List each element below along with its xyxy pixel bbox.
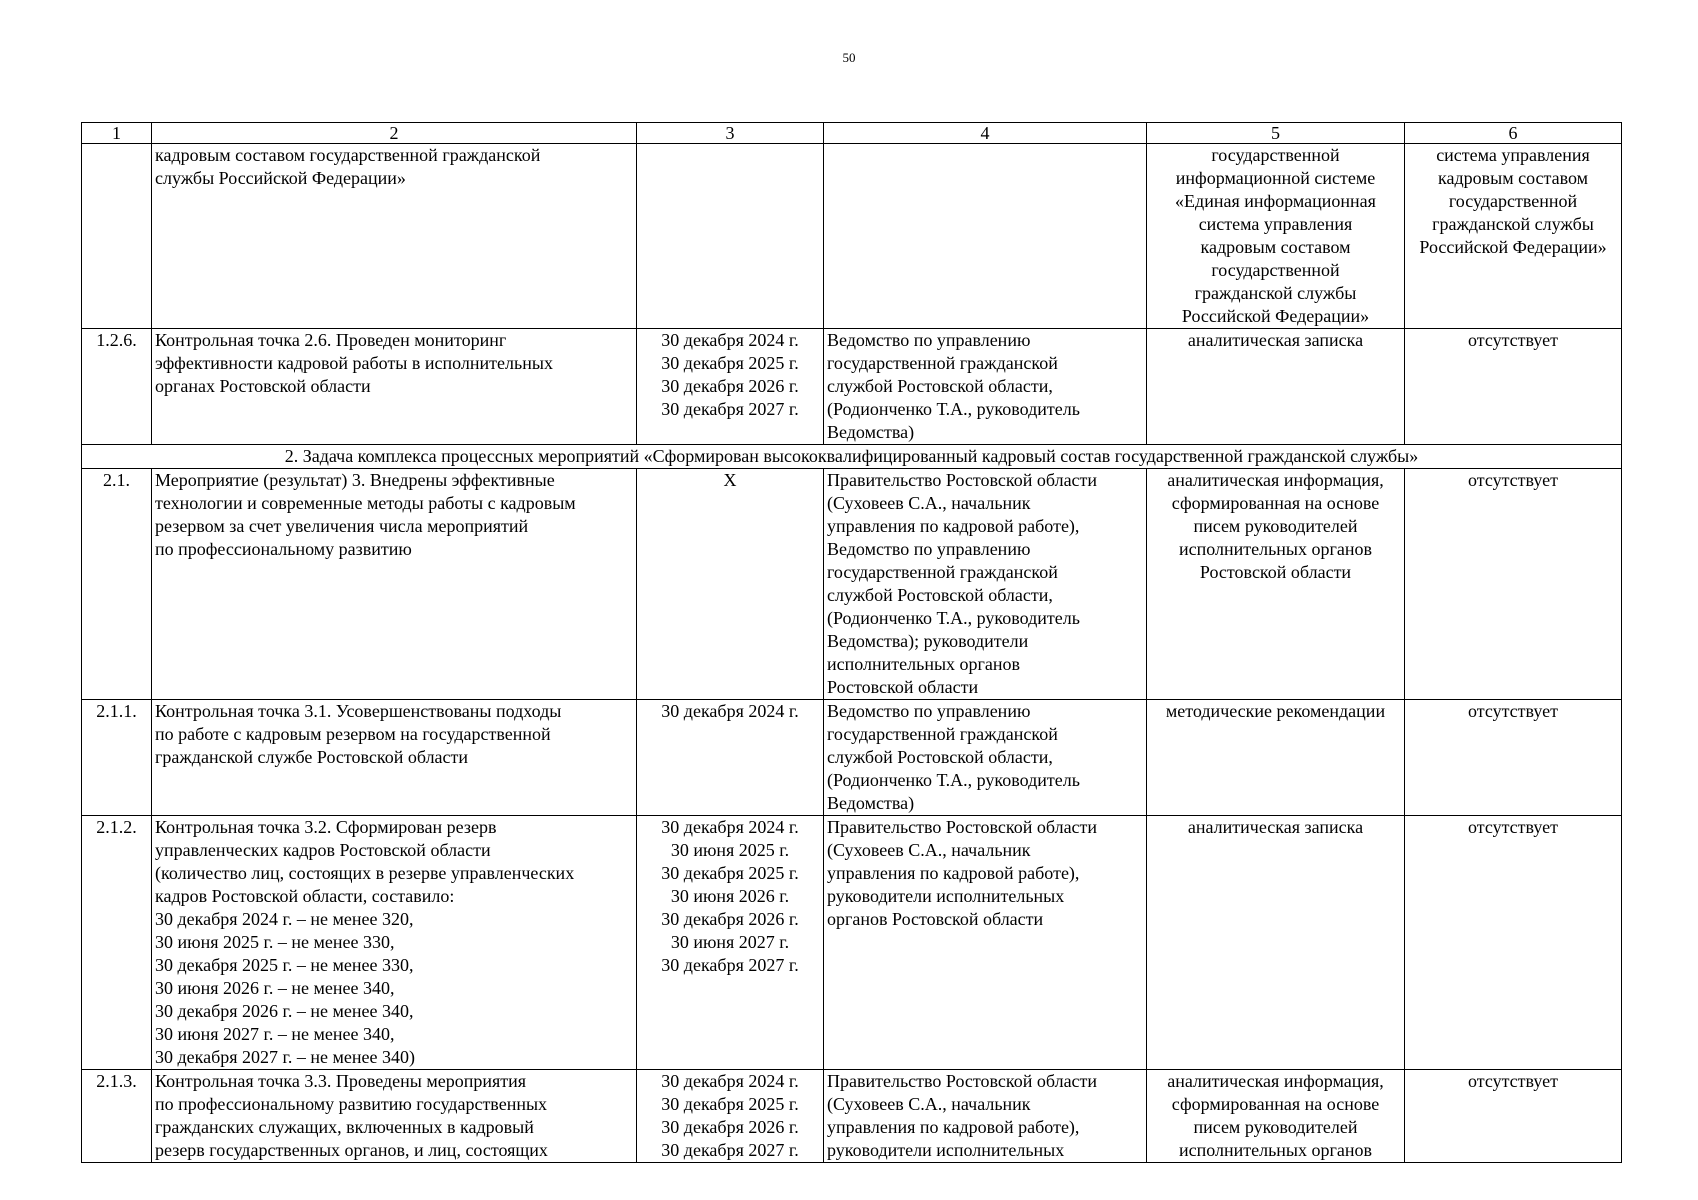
row-document: государственной информационной системе «Единая информационная система управления кадровым составом государственной гражданской службы Российской Федерации» bbox=[1147, 144, 1405, 329]
table-row bbox=[82, 816, 1622, 1070]
row-description: кадровым составом государственной гражданской службы Российской Федерации» bbox=[152, 144, 637, 329]
header-col-1: 1 bbox=[82, 123, 152, 144]
row-responsible: Правительство Ростовской области (Суховеев С.А., начальник управления по кадровой работе), Ведомство по управлению государственной гражданской службой Ростовской области, (Родионченко Т.А., руководитель Ведомства); руководители исполнительных органов Ростовской области bbox=[824, 469, 1147, 700]
header-col-5: 5 bbox=[1147, 123, 1405, 144]
row-system: система управления кадровым составом государственной гражданской службы Российской Федерации» bbox=[1405, 144, 1622, 329]
row-document: аналитическая информация, сформированная на основе писем руководителей исполнительных органов Ростовской области bbox=[1147, 469, 1405, 700]
row-system: отсутствует bbox=[1405, 816, 1622, 1070]
row-description: Контрольная точка 3.3. Проведены мероприятия по профессиональному развитию государственных гражданских служащих, включенных в кадровый резерв государственных органов, и лиц, состоящих bbox=[152, 1070, 637, 1163]
table-row bbox=[82, 329, 1622, 445]
row-system: отсутствует bbox=[1405, 329, 1622, 445]
row-number bbox=[82, 144, 152, 329]
row-description: Мероприятие (результат) 3. Внедрены эффективные технологии и современные методы работы с кадровым резервом за счет увеличения числа мероприятий по профессиональному развитию bbox=[152, 469, 637, 700]
row-responsible: Ведомство по управлению государственной гражданской службой Ростовской области, (Родионченко Т.А., руководитель Ведомства) bbox=[824, 329, 1147, 445]
row-description: Контрольная точка 2.6. Проведен мониторинг эффективности кадровой работы в исполнительных органах Ростовской области bbox=[152, 329, 637, 445]
table-row bbox=[82, 700, 1622, 816]
row-deadline: 30 декабря 2024 г. 30 июня 2025 г. 30 декабря 2025 г. 30 июня 2026 г. 30 декабря 2026 г. 30 июня 2027 г. 30 декабря 2027 г. bbox=[637, 816, 824, 1070]
row-responsible bbox=[824, 144, 1147, 329]
row-system: отсутствует bbox=[1405, 700, 1622, 816]
section-row bbox=[82, 445, 1622, 469]
row-deadline: 30 декабря 2024 г. 30 декабря 2025 г. 30 декабря 2026 г. 30 декабря 2027 г. bbox=[637, 329, 824, 445]
row-number: 2.1. bbox=[82, 469, 152, 700]
row-document: аналитическая информация, сформированная на основе писем руководителей исполнительных органов bbox=[1147, 1070, 1405, 1163]
row-deadline: 30 декабря 2024 г. bbox=[637, 700, 824, 816]
row-system: отсутствует bbox=[1405, 1070, 1622, 1163]
table-row bbox=[82, 1070, 1622, 1163]
section-title: 2. Задача комплекса процессных мероприятий «Сформирован высококвалифицированный кадровый состав государственной гражданской службы» bbox=[82, 445, 1622, 469]
row-responsible: Правительство Ростовской области (Суховеев С.А., начальник управления по кадровой работе), руководители исполнительных bbox=[824, 1070, 1147, 1163]
row-number: 2.1.1. bbox=[82, 700, 152, 816]
page-number: 50 bbox=[842, 50, 856, 65]
row-document: аналитическая записка bbox=[1147, 329, 1405, 445]
header-col-4: 4 bbox=[824, 123, 1147, 144]
row-responsible: Правительство Ростовской области (Суховеев С.А., начальник управления по кадровой работе), руководители исполнительных органов Ростовской области bbox=[824, 816, 1147, 1070]
table-row bbox=[82, 144, 1622, 329]
row-number: 2.1.2. bbox=[82, 816, 152, 1070]
row-system: отсутствует bbox=[1405, 469, 1622, 700]
row-document: методические рекомендации bbox=[1147, 700, 1405, 816]
row-description: Контрольная точка 3.2. Сформирован резерв управленческих кадров Ростовской области (количество лиц, состоящих в резерве управленческих кадров Ростовской области, составило: 30 декабря 2024 г. – не менее 320, 30 июня 2025 г. – не менее 330, 30 декабря 2025 г. – не менее 330, 30 июня 2026 г. – не менее 340, 30 декабря 2026 г. – не менее 340, 30 июня 2027 г. – не менее 340, 30 декабря 2027 г. – не менее 340) bbox=[152, 816, 637, 1070]
row-deadline bbox=[637, 144, 824, 329]
header-col-3: 3 bbox=[637, 123, 824, 144]
row-deadline: Х bbox=[637, 469, 824, 700]
table-header-row bbox=[82, 123, 1622, 144]
row-deadline: 30 декабря 2024 г. 30 декабря 2025 г. 30 декабря 2026 г. 30 декабря 2027 г. bbox=[637, 1070, 824, 1163]
row-document: аналитическая записка bbox=[1147, 816, 1405, 1070]
row-number: 1.2.6. bbox=[82, 329, 152, 445]
row-description: Контрольная точка 3.1. Усовершенствованы подходы по работе с кадровым резервом на государственной гражданской службе Ростовской области bbox=[152, 700, 637, 816]
row-responsible: Ведомство по управлению государственной гражданской службой Ростовской области, (Родионченко Т.А., руководитель Ведомства) bbox=[824, 700, 1147, 816]
row-number: 2.1.3. bbox=[82, 1070, 152, 1163]
header-col-2: 2 bbox=[152, 123, 637, 144]
header-col-6: 6 bbox=[1405, 123, 1622, 144]
table-row bbox=[82, 469, 1622, 700]
plan-table bbox=[81, 122, 1622, 1163]
